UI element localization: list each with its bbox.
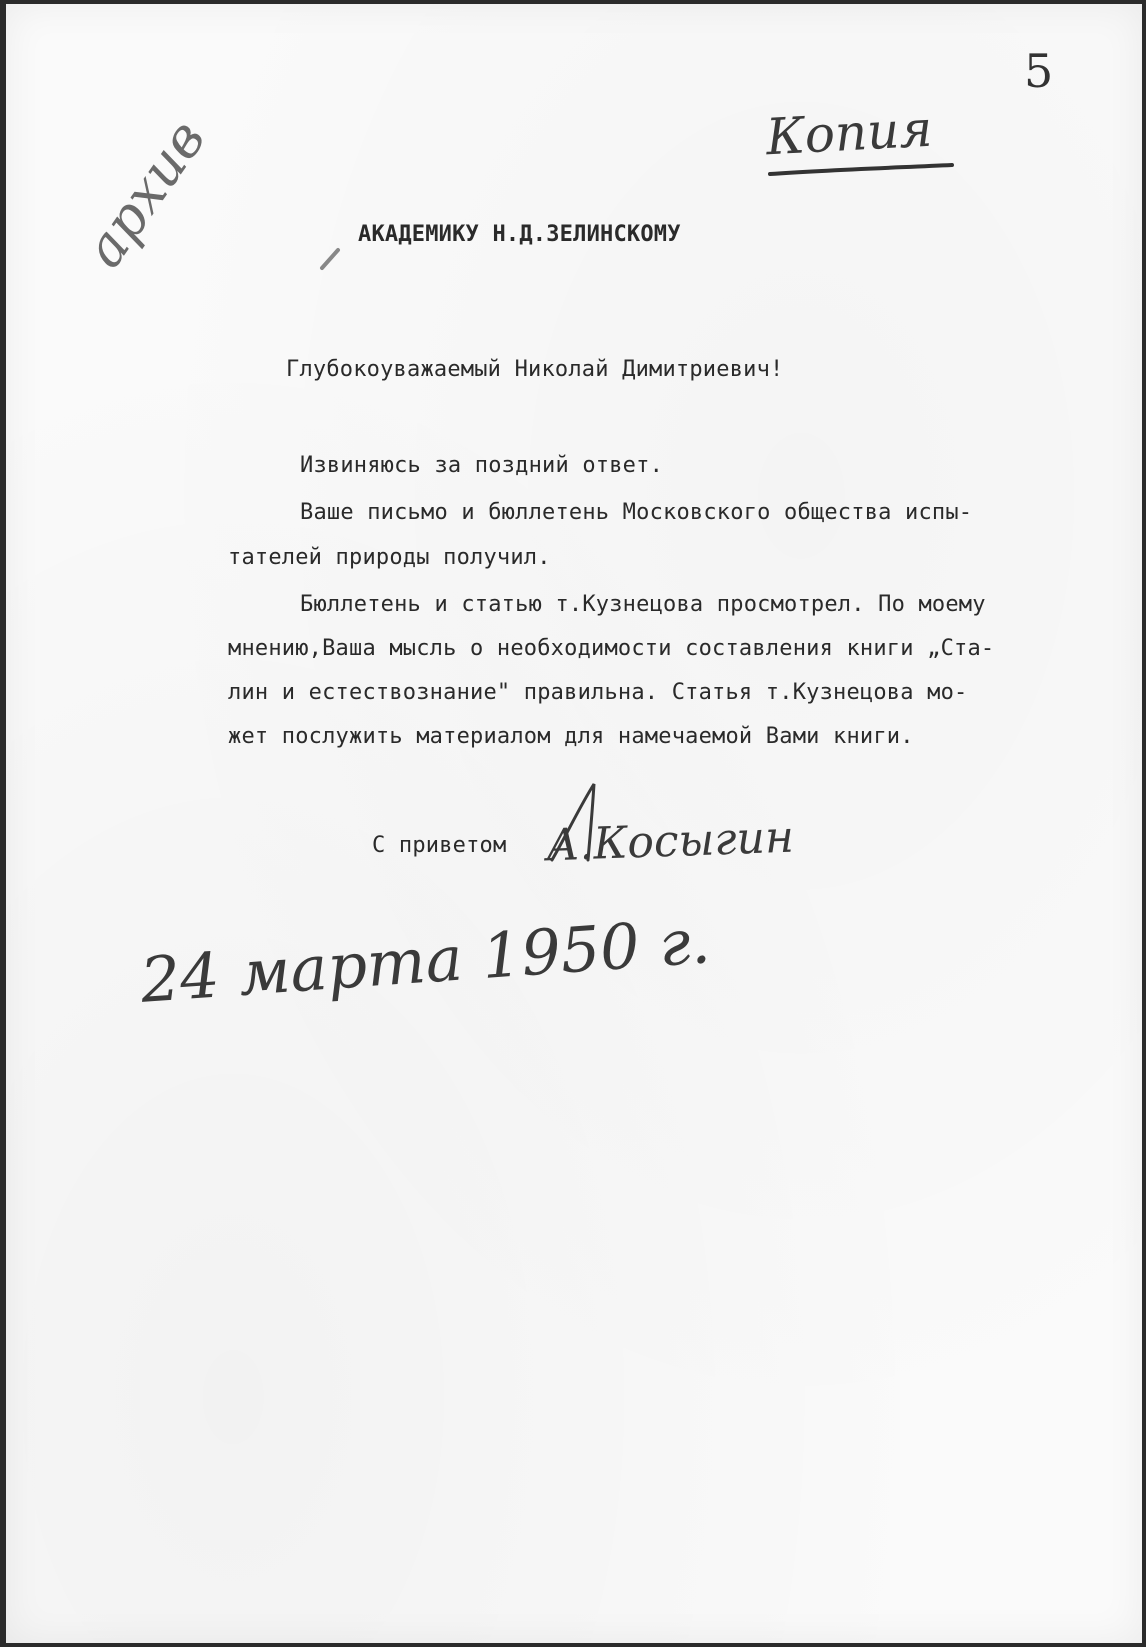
closing: С приветом — [372, 833, 507, 858]
signature-stroke — [546, 776, 606, 866]
addressee: АКАДЕМИКУ Н.Д.ЗЕЛИНСКОМУ — [358, 222, 681, 247]
document-page — [6, 4, 1142, 1643]
paragraph-3-line-1: Бюллетень и статью т.Кузнецова просмотрел. По моему — [300, 592, 986, 617]
archive-annotation: архив — [72, 108, 218, 279]
paragraph-3-line-3: лин и естествознание" правильна. Статья т.Кузнецова мо- — [228, 680, 968, 705]
copy-underline — [766, 162, 956, 182]
signature: А.Косыгин — [545, 811, 795, 872]
pencil-stroke — [316, 244, 346, 274]
copy-annotation: Копия — [764, 99, 934, 167]
paragraph-2-line-2: тателей природы получил. — [228, 545, 551, 570]
salutation: Глубокоуважаемый Николай Димитриевич! — [286, 357, 784, 382]
paragraph-1-line-1: Извиняюсь за поздний ответ. — [300, 453, 664, 478]
handwritten-date: 24 марта 1950 г. — [138, 904, 713, 1017]
paragraph-3-line-4: жет послужить материалом для намечаемой Вами книги. — [228, 724, 914, 749]
page-number: 5 — [1024, 44, 1054, 98]
paragraph-3-line-2: мнению,Ваша мысль о необходимости составления книги „Ста- — [228, 636, 995, 661]
paragraph-2-line-1: Ваше письмо и бюллетень Московского общества испы- — [300, 500, 973, 525]
